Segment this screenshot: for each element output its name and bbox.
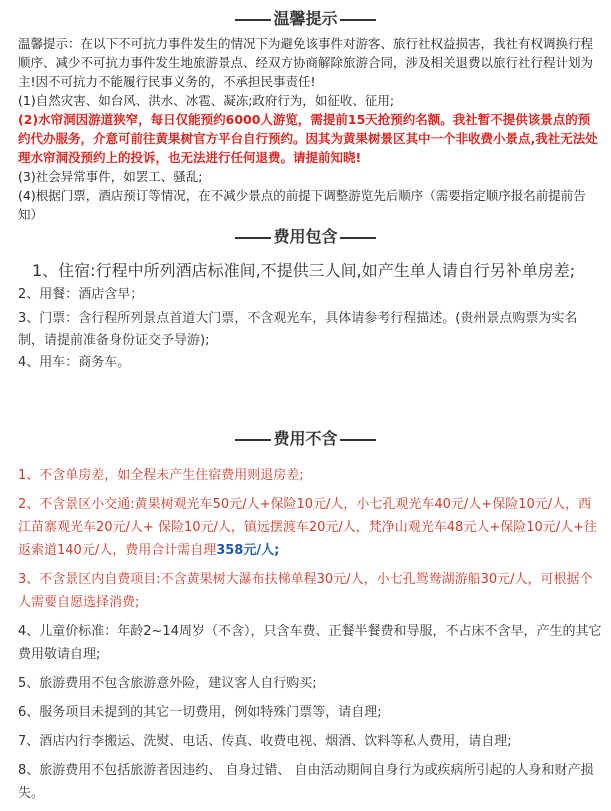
excluded-item-5: 5、旅游费用不包含旅游意外险，建议客人自行购买;	[18, 676, 317, 691]
excluded-item-3: 3、不含景区内自费项目:不含黄果树大瀑布扶梯单程30元/人，小七孔鸳鸯湖游船30元/人，可根据个人需要自愿选择消费;	[18, 572, 593, 610]
notice-section-title	[0, 6, 611, 29]
excluded-section-title	[0, 426, 611, 449]
excluded-item-2-total: 358元/人;	[216, 543, 280, 558]
notice-item-3: (3)社会异常事件，如罢工、骚乱;	[18, 169, 203, 184]
title-line-right	[340, 19, 376, 21]
included-item-2: 2、用餐：酒店含早；	[18, 287, 144, 302]
included-title-text: 费用包含	[273, 227, 338, 246]
excluded-item-4: 4、儿童价标准：年龄2~14周岁（不含），只含车费、正餐半餐费和导服，不占床不含早，产生的其它费用敬请自理;	[18, 624, 602, 662]
excluded-item-8: 8、旅游费用不包括旅游者因违约、 自身过错、 自由活动期间自身行为或疾病所引起的人身和财产损失。	[18, 763, 594, 801]
notice-item-4: (4)根据门票，酒店预订等情况，在不减少景点的前提下调整游览先后顺序（需要指定顺序报名前提前告知）	[18, 188, 586, 222]
included-item-1: 1、住宿:行程中所列酒店标准间,不提供三人间,如产生单人请自行另补单房差;	[32, 261, 576, 280]
excluded-item-2-text: 2、不含景区小交通:黄果树观光车50元/人+保险10元/人，小七孔观光车40元/人+保险10元/人，西江苗寨观光车20元/人+ 保险10元/人，镇远摆渡车20元/人，梵净山观光车48元人+保险10元/人+往返索道140元/人，费用合计需自理	[18, 497, 598, 558]
excluded-item-6: 6、服务项目未提到的其它一切费用，例如特殊门票等，请自理;	[18, 705, 382, 720]
notice-title-text: 温馨提示	[273, 9, 338, 28]
excluded-item-7: 7、酒店内行李搬运、洗熨、电话、传真、收费电视、烟酒、饮料等私人费用，请自理;	[18, 734, 512, 749]
included-item-3: 3、门票：含行程所列景点首道大门票，不含观光车，具体请参考行程描述。(贵州景点购票为实名制，请提前准备身份证交予导游);	[18, 311, 578, 348]
excluded-item-2	[18, 493, 603, 562]
notice-block	[18, 34, 598, 224]
notice-item-1: (1)自然灾害、如台风、洪水、冰雹、凝冻;政府行为，如征收、征用;	[18, 93, 395, 108]
notice-intro: 温馨提示：在以下不可抗力事件发生的情况下为避免该事件对游客、旅行社权益损害，我社有权调换行程顺序、减少不可抗力事件发生地旅游景点、经双方协商解除旅游合同，涉及相关退费以旅行社行程计划为主!因不可抗力不能履行民事义务的，不承担民事责任!	[18, 36, 594, 89]
title-line-left	[235, 237, 271, 239]
title-line-right	[340, 439, 376, 441]
notice-item-2: (2)水帘洞因游道狭窄，每日仅能预约6000人游览，需提前15天抢预约名额。我社暂不提供该景点的预约代办服务，介意可前往黄果树官方平台自行预约。因其为黄果树景区其中一个非收费小景点,我社无法处理水帘洞没预约上的投诉，也无法进行任何退费。请提前知晓!	[18, 112, 598, 165]
title-line-right	[340, 237, 376, 239]
excluded-item-1: 1、不含单房差，如全程未产生住宿费用则退房差;	[18, 468, 304, 483]
title-line-left	[235, 439, 271, 441]
excluded-title-text: 费用不含	[273, 429, 338, 448]
excluded-list	[18, 464, 603, 811]
included-section-title	[0, 224, 611, 247]
title-line-left	[235, 19, 271, 21]
included-item-4: 4、用车：商务车。	[18, 355, 131, 370]
